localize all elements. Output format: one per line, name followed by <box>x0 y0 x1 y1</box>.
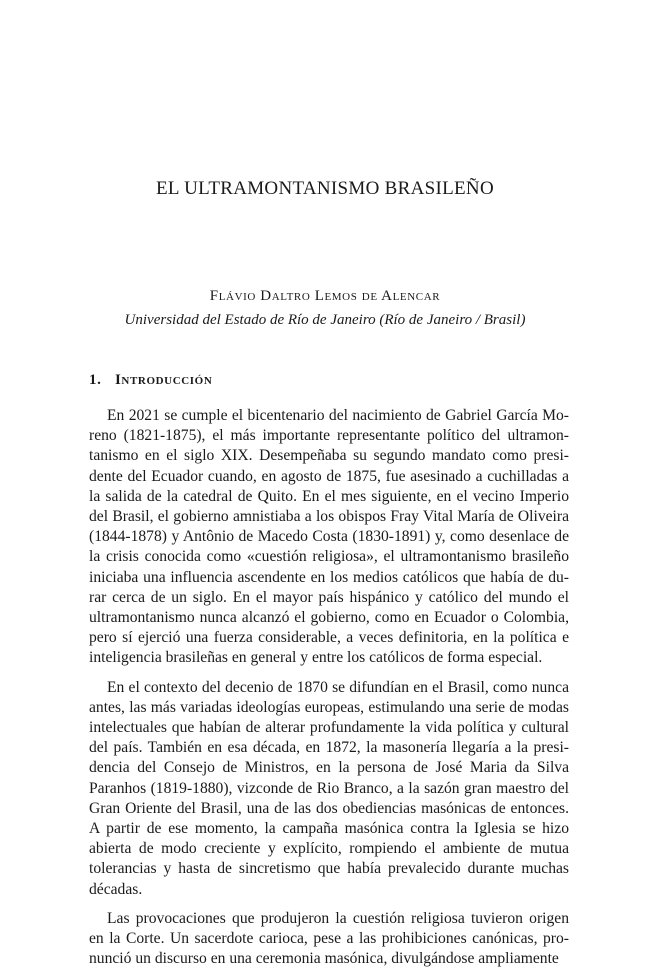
paragraph: Las provocaciones que produjeron la cuestión religiosa tuvieron origen en la Corte. Un sacerdote carioca, pese a las prohibiciones canónicas, pronunció un discurso en una ceremonia masónica, divulgándose ampliamente <box>89 909 569 968</box>
paragraph: En 2021 se cumple el bicentenario del nacimiento de Gabriel García Moreno (1821-1875), el más importante representante político del ultramontanismo en el siglo XIX. Desempeñaba su segundo mandato como presidente del Ecuador cuando, en agosto de 1875, fue asesinado a cuchilladas a la salida de la catedral de Quito. En el mes siguiente, en el vecino Imperio del Brasil, el gobierno amnistiaba a los obispos Fray Vital María de Oliveira (1844-1878) y Antônio de Macedo Costa (1830-1891) y, como desenlace de la crisis conocida como «cuestión religiosa», el ultramontanismo brasileño iniciaba una influencia ascendente en los medios católicos que había de durar cerca de un siglo. En el mayor país hispánico y católico del mundo el ultramontanismo nunca alcanzó el gobierno, como en Ecuador o Colombia, pero sí ejerció una fuerza considerable, a veces definitoria, en la política e inteligencia brasileñas en general y entre los católicos de forma especial. <box>89 407 569 667</box>
section-title: Introducción <box>115 372 213 388</box>
author-affiliation: Universidad del Estado de Río de Janeiro (Río de Janeiro / Brasil) <box>124 312 526 328</box>
author-name: Flávio Daltro Lemos de Alencar <box>209 288 441 304</box>
section-number: 1. <box>89 372 102 388</box>
paragraph: En el contexto del decenio de 1870 se difundían en el Brasil, como nunca antes, las más variadas ideologías europeas, estimulando una serie de modas intelectuales que habían de alterar profundamente la vida política y cultural del país. También en esa década, en 1872, la masonería llegaría a la presidencia del Consejo de Ministros, en la persona de José Maria da Silva Paranhos (1819-1880), vizconde de Rio Branco, a la sazón gran maestro del Gran Oriente del Brasil, una de las dos obediencias masónicas de entonces. A partir de ese momento, la campaña masónica contra la Iglesia se hizo abierta de modo creciente y explícito, rompiendo el ambiente de mutua tolerancias y hasta de sincretismo que había prevalecido durante muchas décadas. <box>89 678 569 898</box>
chapter-title: EL ULTRAMONTANISMO BRASILEÑO <box>156 178 494 199</box>
body-text <box>89 406 569 978</box>
section-heading <box>89 372 212 389</box>
